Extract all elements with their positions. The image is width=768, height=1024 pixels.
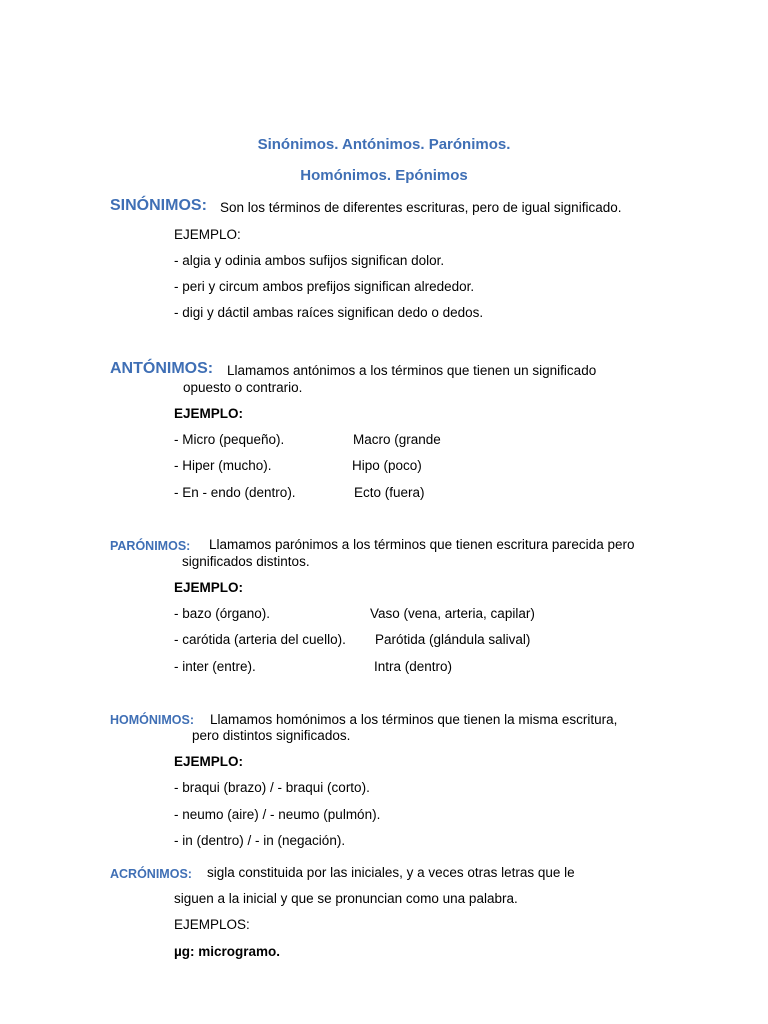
paronimos-definition-line-1: Llamamos parónimos a los términos que tienen escritura parecida pero bbox=[209, 537, 635, 552]
paronimos-definition-line-2: significados distintos. bbox=[182, 554, 310, 569]
antonimos-definition-line-2: opuesto o contrario. bbox=[183, 380, 303, 395]
pair-left: - Hiper (mucho). bbox=[174, 458, 272, 473]
pair-right: Parótida (glándula salival) bbox=[375, 632, 531, 647]
homonimos-definition-line-1: Llamamos homónimos a los términos que tienen la misma escritura, bbox=[210, 712, 618, 727]
pair-right: Ecto (fuera) bbox=[354, 485, 425, 500]
homonimos-example-label: EJEMPLO: bbox=[174, 754, 244, 769]
antonimos-heading: ANTÓNIMOS: bbox=[110, 360, 214, 377]
list-item: - in (dentro) / - in (negación). bbox=[174, 833, 346, 848]
antonimos-definition-line-1: Llamamos antónimos a los términos que tienen un significado bbox=[227, 363, 597, 378]
homonimos-heading: HOMÓNIMOS: bbox=[110, 713, 195, 727]
pair-right: Intra (dentro) bbox=[374, 659, 453, 674]
pair-right: Hipo (poco) bbox=[352, 458, 422, 473]
pair-left: - En - endo (dentro). bbox=[174, 485, 296, 500]
homonimos-definition-line-2: pero distintos significados. bbox=[192, 728, 351, 743]
acronimos-definition-line-1: sigla constituida por las iniciales, y a veces otras letras que le bbox=[207, 865, 575, 880]
list-item: - braqui (brazo) / - braqui (corto). bbox=[174, 780, 370, 795]
acronimos-definition-line-2: siguen a la inicial y que se pronuncian como una palabra. bbox=[174, 891, 518, 906]
paronimos-example-label: EJEMPLO: bbox=[174, 580, 244, 595]
paronimos-heading: PARÓNIMOS: bbox=[110, 539, 191, 553]
pair-left: - Micro (pequeño). bbox=[174, 432, 285, 447]
pair-right: Vaso (vena, arteria, capilar) bbox=[370, 606, 535, 621]
title-line-2: Homónimos. Epónimos bbox=[300, 167, 468, 184]
title-line-1: Sinónimos. Antónimos. Parónimos. bbox=[257, 136, 511, 153]
antonimos-example-label: EJEMPLO: bbox=[174, 406, 244, 421]
sinonimos-heading: SINÓNIMOS: bbox=[110, 197, 207, 214]
pair-left: - inter (entre). bbox=[174, 659, 256, 674]
list-item: - neumo (aire) / - neumo (pulmón). bbox=[174, 807, 381, 822]
pair-left: - bazo (órgano). bbox=[174, 606, 271, 621]
acronimos-example-label: EJEMPLOS: bbox=[174, 917, 250, 932]
list-item: µg: microgramo. bbox=[174, 944, 281, 959]
list-item: - peri y circum ambos prefijos significan alrededor. bbox=[174, 279, 475, 294]
acronimos-heading: ACRÓNIMOS: bbox=[110, 867, 192, 881]
sinonimos-example-label: EJEMPLO: bbox=[174, 227, 241, 242]
list-item: - digi y dáctil ambas raíces significan dedo o dedos. bbox=[174, 305, 484, 320]
pair-right: Macro (grande bbox=[353, 432, 441, 447]
pair-left: - carótida (arteria del cuello). bbox=[174, 632, 346, 647]
sinonimos-definition: Son los términos de diferentes escrituras, pero de igual significado. bbox=[220, 200, 622, 215]
list-item: - algia y odinia ambos sufijos significan dolor. bbox=[174, 253, 445, 268]
